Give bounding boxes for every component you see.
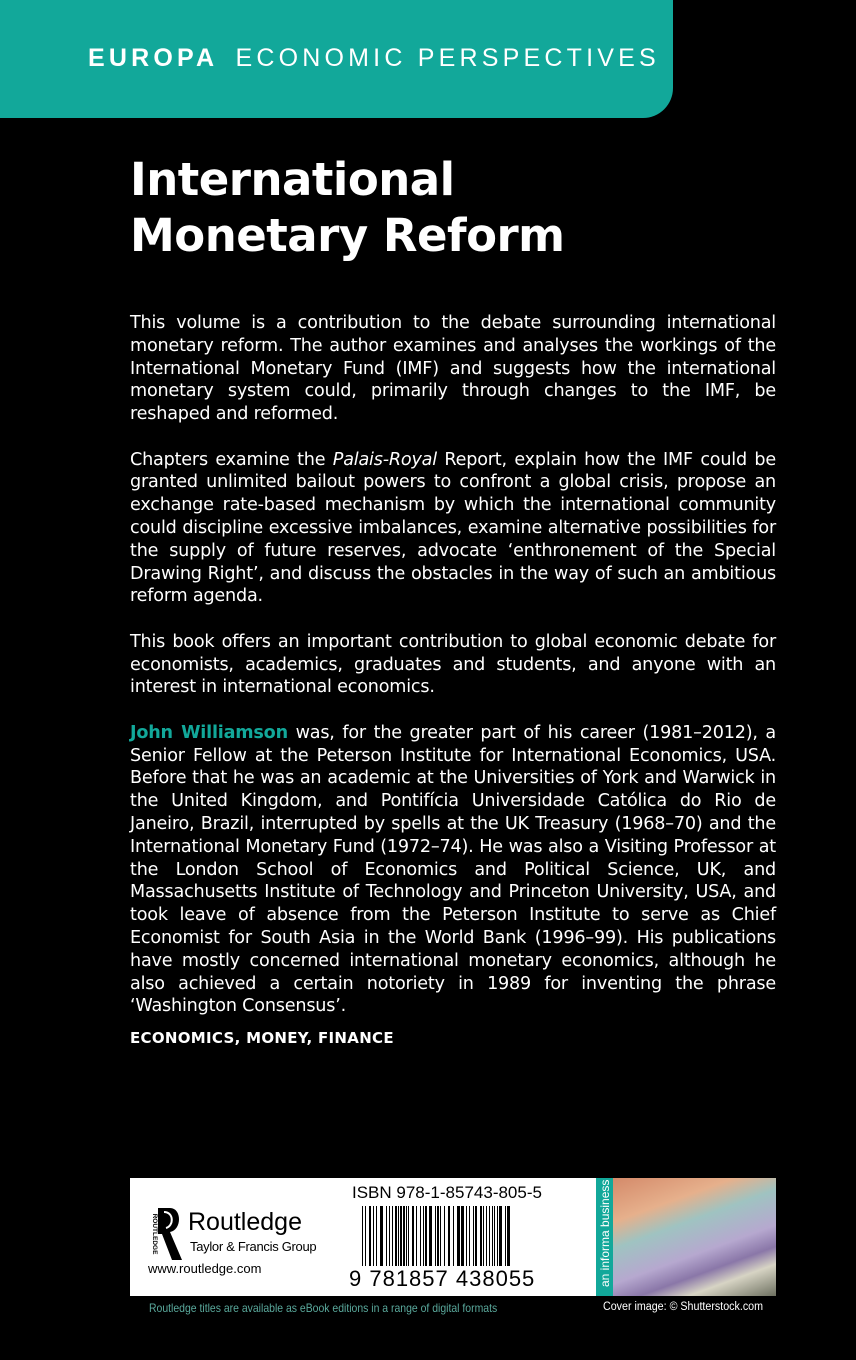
series-brand: EUROPA	[88, 44, 219, 72]
barcode-bar	[480, 1206, 482, 1272]
svg-text:ROUTLEDGE: ROUTLEDGE	[151, 1213, 158, 1255]
barcode-bar	[505, 1206, 506, 1272]
publisher-url: www.routledge.com	[148, 1261, 262, 1276]
author-name: John Williamson	[130, 722, 288, 743]
barcode-bar	[373, 1206, 374, 1272]
barcode-bar	[362, 1206, 363, 1272]
informa-text: an informa business	[598, 1179, 612, 1287]
barcode-bar	[389, 1206, 390, 1272]
barcode-bar	[492, 1206, 493, 1272]
banknotes-image	[613, 1178, 776, 1296]
barcode-bar	[507, 1206, 510, 1272]
barcode-bar	[392, 1206, 393, 1272]
barcode-bar	[400, 1206, 402, 1272]
barcode-bar	[453, 1206, 454, 1272]
barcode-bar	[408, 1206, 409, 1272]
blurb-paragraph-2	[130, 449, 776, 609]
blurb-paragraph-1: This volume is a contribution to the debate surrounding international monetary reform. The author examines and analyses the workings of the International Monetary Fund (IMF) and suggests how the international monetary system could, primarily through changes to the IMF, be reshaped and reformed.	[130, 313, 776, 425]
barcode-bar	[398, 1206, 399, 1272]
barcode-bar	[461, 1206, 464, 1272]
publisher-group: Taylor & Francis Group	[190, 1239, 317, 1254]
report-name: Palais-Royal	[332, 449, 437, 470]
barcode-bar	[494, 1206, 495, 1272]
barcode-bar	[380, 1206, 383, 1272]
barcode-icon	[362, 1206, 512, 1272]
barcode-bar	[395, 1206, 397, 1272]
informa-strip	[596, 1178, 613, 1296]
barcode-bar	[466, 1206, 467, 1272]
subject-categories: ECONOMICS, MONEY, FINANCE	[130, 1029, 394, 1047]
barcode-bar	[376, 1206, 377, 1272]
publisher-name: Routledge	[188, 1208, 302, 1236]
ean-number: 9 781857 438055	[349, 1266, 536, 1291]
blurb-paragraph-3: This book offers an important contribution to global economic debate for economists, academics, graduates and students, and anyone with an interest in international economics.	[130, 631, 776, 698]
barcode-bar	[403, 1206, 405, 1272]
barcode-bar	[435, 1206, 436, 1272]
barcode-bar	[437, 1206, 439, 1272]
barcode-bar	[412, 1206, 414, 1272]
barcode-bar	[423, 1206, 424, 1272]
barcode-bar	[444, 1206, 445, 1272]
barcode-bar	[457, 1206, 460, 1272]
book-title	[130, 152, 565, 264]
barcode-bar	[483, 1206, 484, 1272]
text: Report, explain how the IMF could be granted unlimited bailout powers to confront a global crisis, propose an exchange rate-based mechanism by which the international community could discipline excessive imbalances, examine alternative possibilities for the supply of future reserves, advocate ‘enthronement of the Special Drawing Right’, and discuss the obstacles in the way of such an ambitious reform agenda.	[130, 449, 776, 607]
series-title	[88, 44, 660, 73]
barcode-bar	[365, 1206, 366, 1272]
barcode-bar	[420, 1206, 421, 1272]
title-line-1: International	[130, 153, 455, 206]
barcode-bar	[440, 1206, 441, 1272]
barcode-bar	[425, 1206, 427, 1272]
barcode-bar	[469, 1206, 470, 1272]
barcode-bar	[369, 1206, 371, 1272]
barcode-bar	[406, 1206, 407, 1272]
routledge-logo-icon	[144, 1206, 184, 1262]
isbn: ISBN 978-1-85743-805-5	[352, 1183, 542, 1202]
series-banner	[0, 0, 673, 118]
barcode-bar	[386, 1206, 387, 1272]
title-line-2: Monetary Reform	[130, 209, 565, 262]
barcode-bar	[475, 1206, 477, 1272]
ebook-note: Routledge titles are available as eBook editions in a range of digital formats	[149, 1301, 498, 1315]
text: Chapters examine the	[130, 449, 333, 470]
barcode-bar	[429, 1206, 432, 1272]
barcode-bar	[499, 1206, 502, 1272]
barcode-bar	[448, 1206, 450, 1272]
barcode-bar	[416, 1206, 417, 1272]
bio-text: was, for the greater part of his career (1981–2012), a Senior Fellow at the Peterson Institute for International Economics, USA. Before that he was an academic at the Universities of York and Warwick in the United Kingdom, and Pontifícia Universidade Católica do Rio de Janeiro, Brazil, interrupted by spells at the UK Treasury (1968–70) and the International Monetary Fund (1972–74). He was also a Visiting Professor at the London School of Economics and Political Science, UK, and Massachusetts Institute of Technology and Princeton University, USA, and took leave of absence from the Peterson Institute to serve as Chief Economist for South Asia in the World Bank (1996–99). His publications have mostly concerned international monetary economics, although he also achieved a certain notoriety in 1989 for inventing the phrase ‘Washington Consensus’.	[130, 722, 776, 1017]
series-name: ECONOMIC PERSPECTIVES	[235, 44, 660, 72]
barcode-bar	[473, 1206, 474, 1272]
barcode-bar	[497, 1206, 498, 1272]
barcode-bar	[486, 1206, 487, 1272]
blurb	[130, 312, 776, 1041]
author-bio	[130, 722, 776, 1018]
publisher-box	[130, 1178, 596, 1296]
barcode-bar	[489, 1206, 490, 1272]
cover-credit: Cover image: © Shutterstock.com	[603, 1301, 764, 1313]
